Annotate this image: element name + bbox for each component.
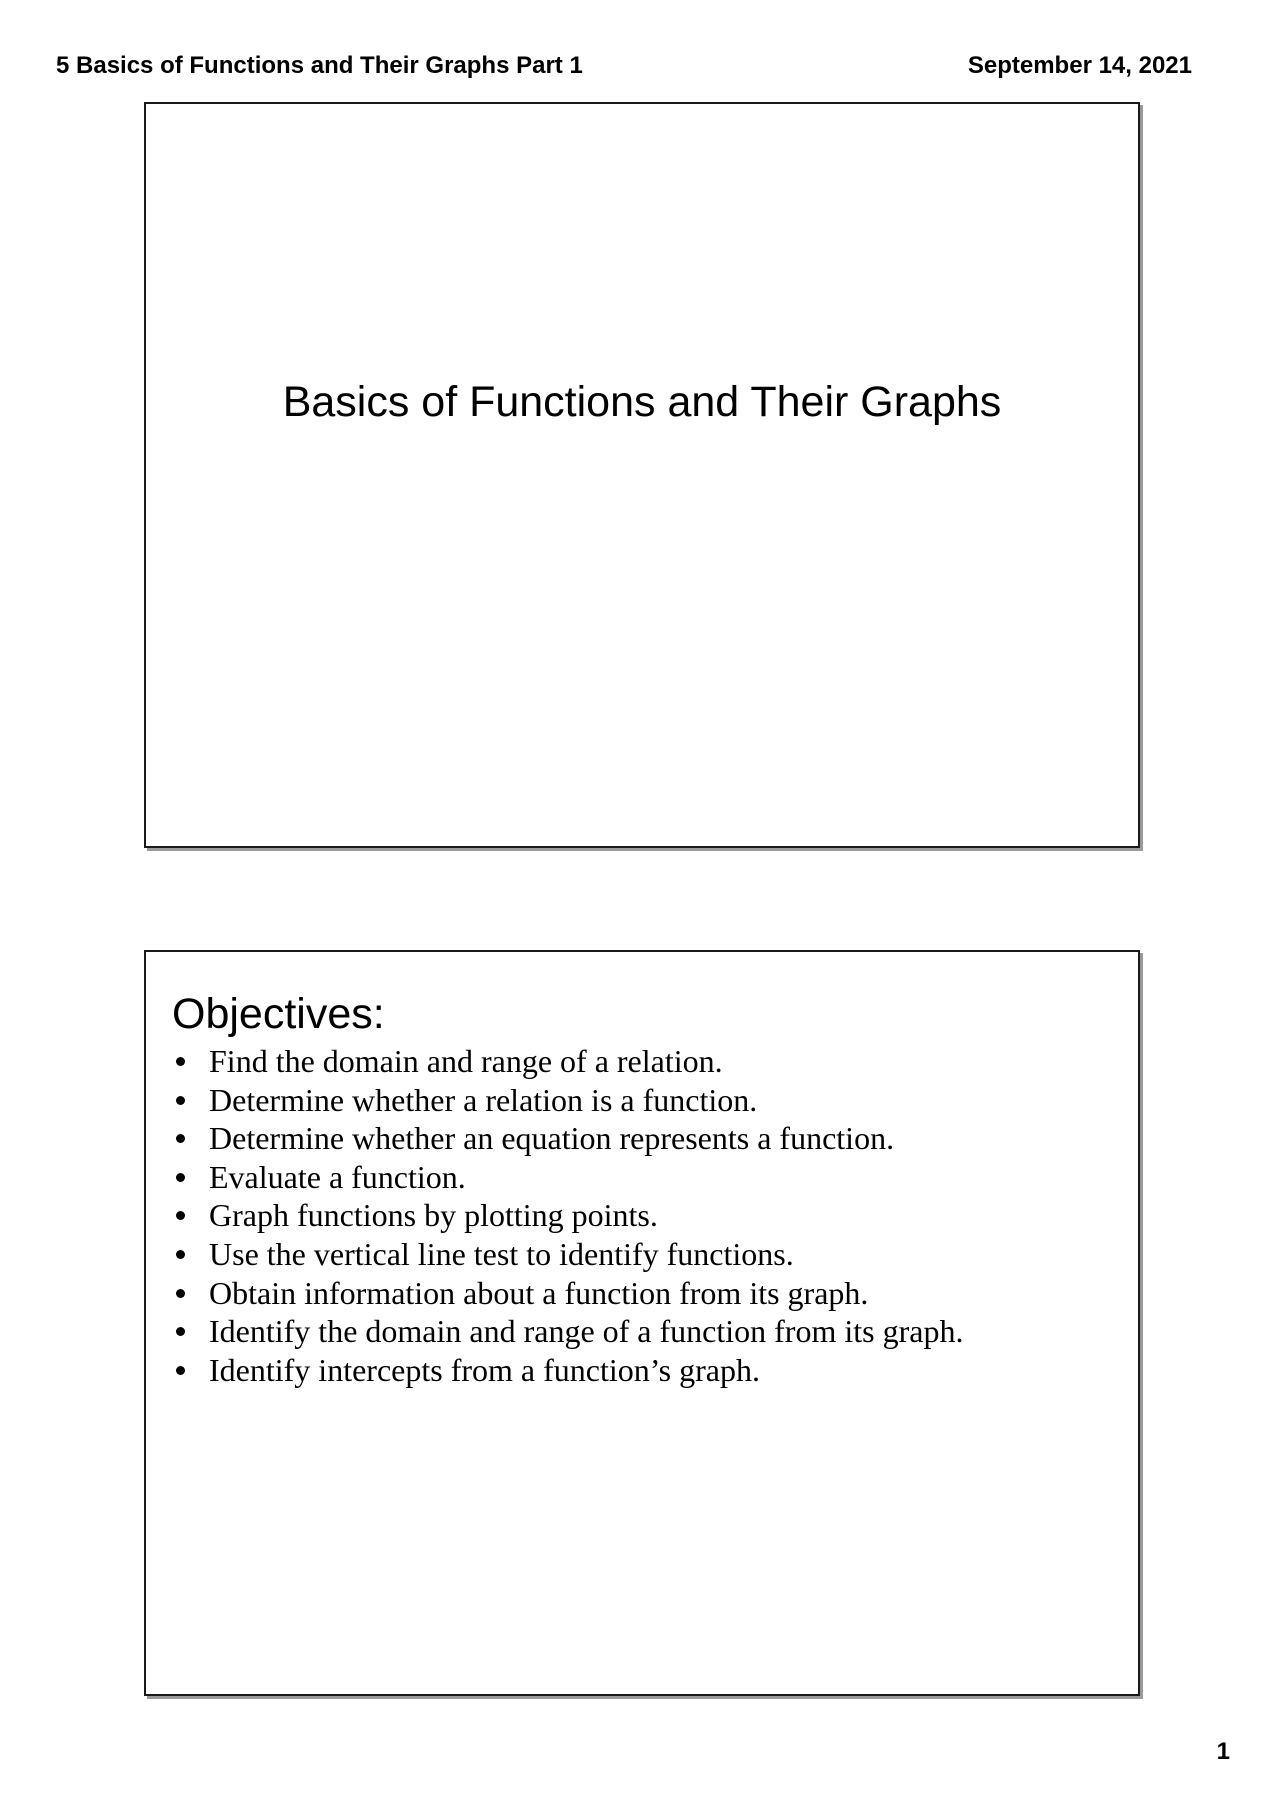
page-number: 1 [1216,1738,1230,1765]
bullet-icon [176,1327,185,1336]
objective-text: Use the vertical line test to identify functions. [209,1235,794,1272]
objective-item [174,1235,963,1274]
document-date: September 14, 2021 [967,52,1192,79]
objective-item [174,1119,963,1158]
bullet-icon [176,1211,185,1220]
objective-item [174,1158,963,1197]
bullet-icon [176,1096,185,1105]
bullet-icon [176,1134,185,1143]
slide-objectives [144,950,1140,1696]
bullet-icon [176,1057,185,1066]
objective-text: Find the domain and range of a relation. [209,1043,723,1079]
objectives-list [174,1042,963,1389]
objective-text: Determine whether a relation is a function. [209,1081,758,1118]
bullet-icon [176,1250,185,1259]
objective-text: Identify the domain and range of a function from its graph. [209,1313,964,1350]
document-title: 5 Basics of Functions and Their Graphs Part 1 [56,52,583,79]
objective-item [174,1351,963,1390]
bullet-icon [176,1366,185,1375]
objective-text: Obtain information about a function from its graph. [209,1274,869,1311]
objective-item [174,1312,963,1351]
bullet-icon [176,1173,185,1182]
objective-text: Graph functions by plotting points. [209,1197,658,1234]
objective-item [174,1196,963,1235]
objective-item [174,1042,963,1081]
objective-text: Identify intercepts from a function’s graph. [209,1351,760,1388]
objective-item [174,1081,963,1120]
slide-title: Basics of Functions and Their Graphs [282,378,1002,426]
objective-text: Evaluate a function. [209,1158,466,1195]
objectives-heading: Objectives: [172,990,385,1038]
objective-item [174,1274,963,1313]
objective-text: Determine whether an equation represents a function. [209,1120,895,1157]
bullet-icon [176,1289,185,1298]
slide-title-card [144,102,1140,848]
